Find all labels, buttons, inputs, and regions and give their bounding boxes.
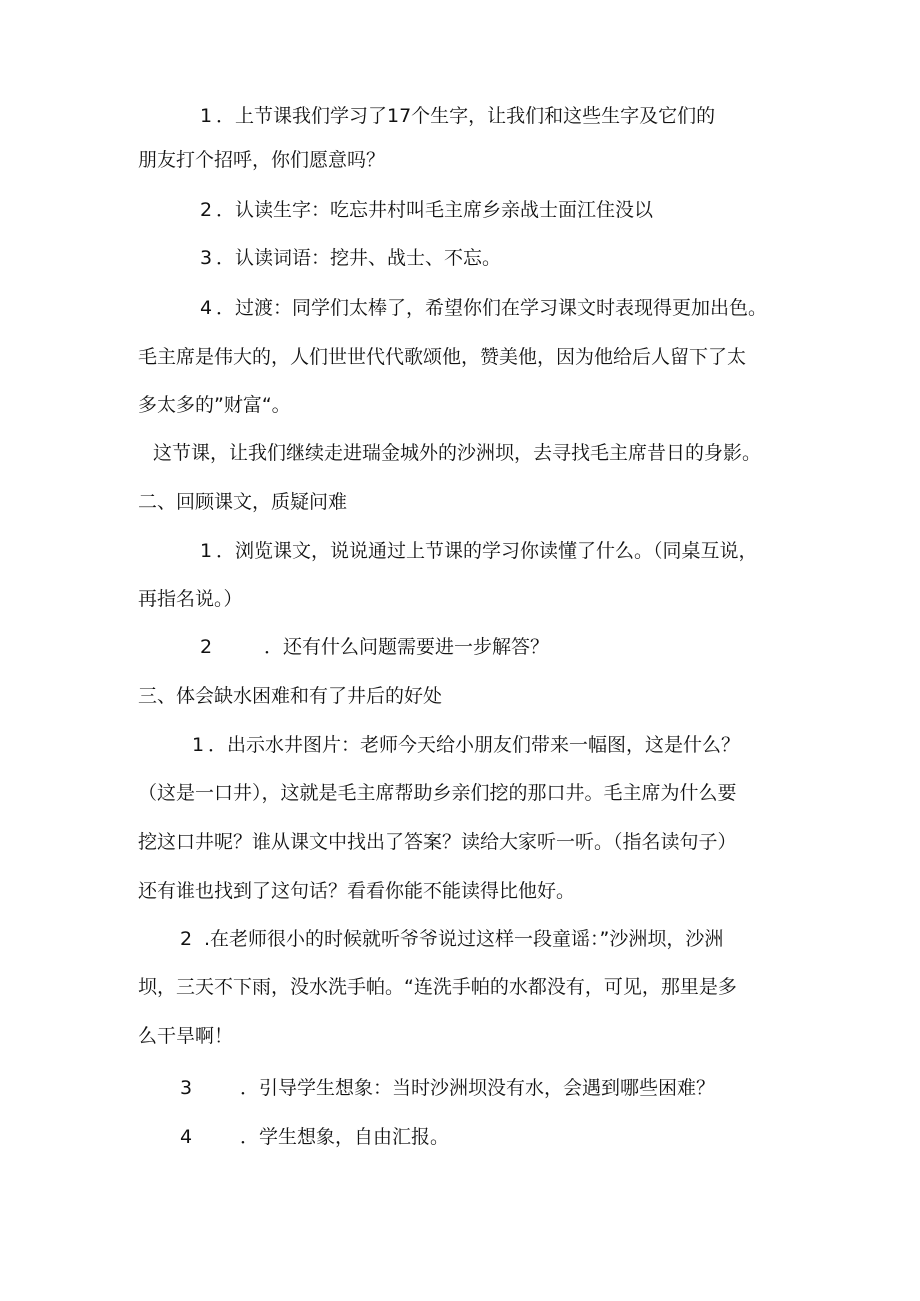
paragraph-line <box>138 147 385 173</box>
line-text: ．认读词语：挖井、战士、不忘。 <box>216 247 502 269</box>
paragraph-line <box>200 538 758 564</box>
line-text: 挖这口井呢？谁从课文中找出了答案？读给大家听一听。（指名读句子） <box>138 831 737 853</box>
paragraph-line <box>153 440 761 466</box>
paragraph-line <box>200 197 653 223</box>
line-text: 二、回顾课文，质疑问难 <box>138 491 348 513</box>
line-text: ．还有什么问题需要进一步解答？ <box>264 636 550 658</box>
paragraph-line <box>180 926 723 952</box>
line-text: ．认读生字：吃忘井村叫毛主席乡亲战士面江住没以 <box>216 199 654 221</box>
line-text: 还有谁也找到了这句话？看看你能不能读得比他好。 <box>138 880 576 902</box>
line-text: （这是一口井），这就是毛主席帮助乡亲们挖的那口井。毛主席为什么要 <box>138 782 737 804</box>
item-number: 1 <box>200 105 213 127</box>
paragraph-line <box>138 829 737 855</box>
paragraph-line <box>192 732 740 758</box>
paragraph-line <box>138 586 243 612</box>
item-number: 1 <box>192 734 205 756</box>
paragraph-line <box>138 878 575 904</box>
paragraph-line <box>180 1075 715 1101</box>
line-text: ．过渡：同学们太棒了，希望你们在学习课文时表现得更加出色。 <box>216 297 768 319</box>
line-text: ．浏览课文，说说通过上节课的学习你读懂了什么。（同桌互说， <box>216 540 758 562</box>
line-text: 多太多的”财富“。 <box>138 394 291 416</box>
item-number: 3 <box>180 1077 193 1099</box>
paragraph-line <box>138 344 746 370</box>
line-text: 这节课，让我们继续走进瑞金城外的沙洲坝，去寻找毛主席昔日的身影。 <box>153 442 762 464</box>
paragraph-line <box>138 1023 233 1049</box>
line-text: ．出示水井图片：老师今天给小朋友们带来一幅图，这是什么？ <box>208 734 741 756</box>
item-number: 2 <box>200 199 213 221</box>
paragraph-line <box>200 295 767 321</box>
line-text: ．学生想象，自由汇报。 <box>240 1126 450 1148</box>
line-text: 坝，三天不下雨，没水洗手帕。“连洗手帕的水都没有，可见，那里是多 <box>138 976 737 998</box>
paragraph-line <box>138 392 291 418</box>
item-number: 3 <box>200 247 213 269</box>
item-number: 4 <box>200 297 213 319</box>
paragraph-line <box>180 1124 449 1150</box>
item-number: 4 <box>180 1126 193 1148</box>
item-number: 1 <box>200 540 213 562</box>
line-text: ．上节课我们学习了17个生字，让我们和这些生字及它们的 <box>216 105 716 127</box>
section-heading <box>138 489 347 515</box>
paragraph-line <box>200 245 501 271</box>
line-text: .在老师很小的时候就听爷爷说过这样一段童谣：”沙洲坝，沙洲 <box>204 928 724 950</box>
line-text: 再指名说。） <box>138 588 243 610</box>
section-heading <box>138 683 442 709</box>
line-text: 么干旱啊！ <box>138 1025 234 1047</box>
item-number: 2 <box>200 636 213 658</box>
item-number: 2 <box>180 928 193 950</box>
paragraph-line <box>138 974 737 1000</box>
line-text: ．引导学生想象：当时沙洲坝没有水，会遇到哪些困难？ <box>240 1077 716 1099</box>
paragraph-line <box>200 103 715 129</box>
paragraph-line <box>138 780 737 806</box>
line-text: 朋友打个招呼，你们愿意吗？ <box>138 149 386 171</box>
line-text: 毛主席是伟大的，人们世世代代歌颂他，赞美他，因为他给后人留下了太 <box>138 346 747 368</box>
paragraph-line <box>200 634 549 660</box>
line-text: 三、体会缺水困难和有了井后的好处 <box>138 685 443 707</box>
